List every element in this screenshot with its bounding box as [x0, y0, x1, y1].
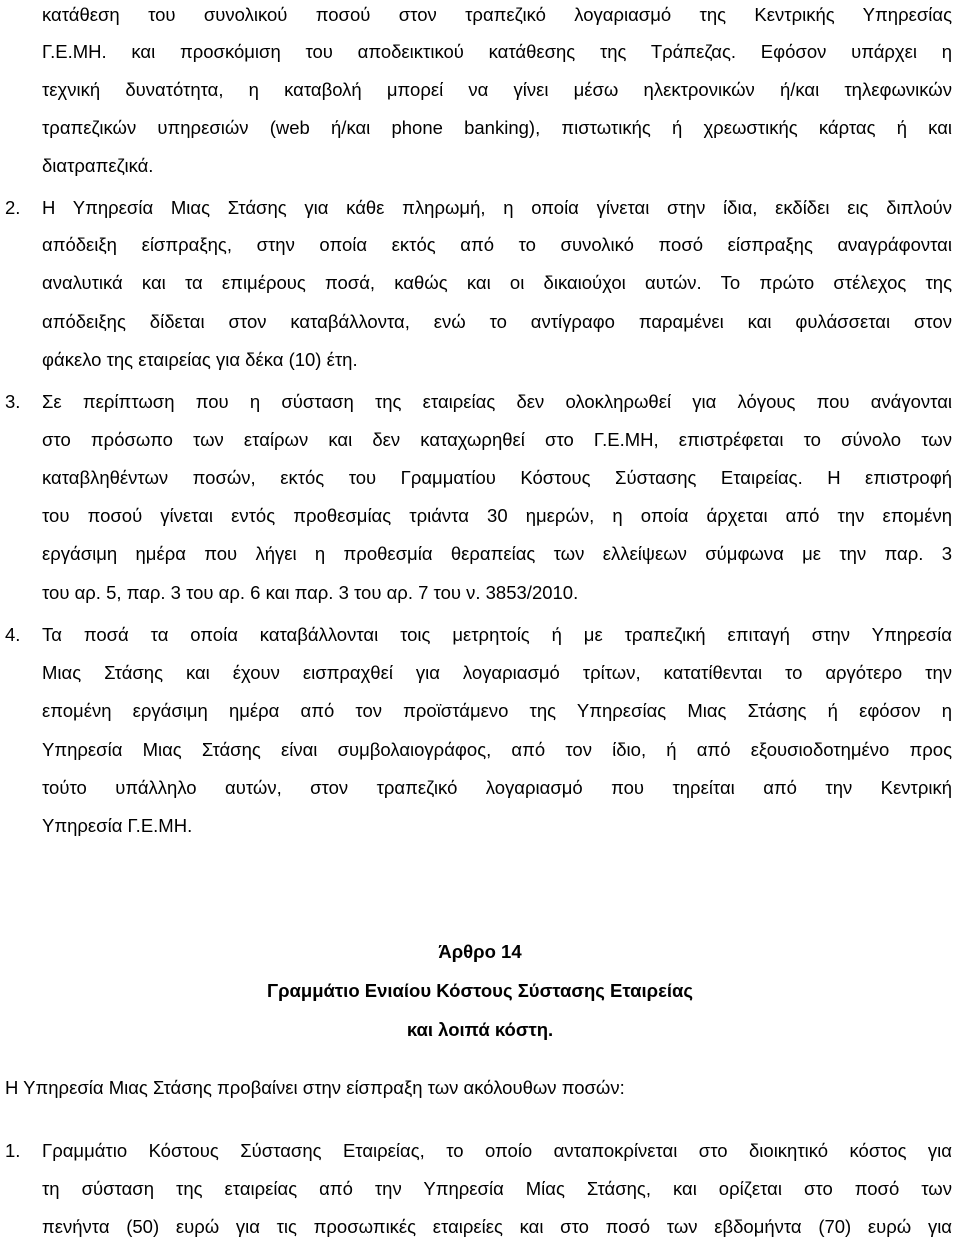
item-3-line-4: του ποσού γίνεται εντός προθεσμίας τριάντα 30 ημερών, η οποία άρχεται από την επομένη — [42, 505, 952, 526]
item-3-line-1: Σε περίπτωση που η σύσταση της εταιρείας δεν ολοκληρωθεί για λόγους που ανάγονται — [42, 391, 952, 412]
item-number-2: 2. — [5, 197, 21, 218]
article-item-1-line-1: Γραμμάτιο Κόστους Σύστασης Εταιρείας, το οποίο ανταποκρίνεται στο διοικητικό κόστος για — [42, 1140, 952, 1161]
item-4-line-3: επομένη εργάσιμη ημέρα από τον προϊστάμενο της Υπηρεσίας Μιας Στάσης ή εφόσον η — [42, 700, 952, 721]
intro-line-3: τεχνική δυνατότητα, η καταβολή μπορεί να γίνει μέσω ηλεκτρονικών ή/και τηλεφωνικών — [42, 79, 952, 100]
article-item-1-line-2: τη σύσταση της εταιρείας από την Υπηρεσία Μίας Στάσης, και ορίζεται στο ποσό των — [42, 1178, 952, 1199]
article-title-line-1: Γραμμάτιο Ενιαίου Κόστους Σύστασης Εταιρείας — [266, 980, 694, 1001]
intro-line-5: διατραπεζικά. — [42, 155, 154, 176]
item-number-4: 4. — [5, 624, 21, 645]
intro-line-1: κατάθεση του συνολικού ποσού στον τραπεζικό λογαριασμό της Κεντρικής Υπηρεσίας — [42, 4, 952, 25]
item-2-line-1: Η Υπηρεσία Μιας Στάσης για κάθε πληρωμή, η οποία γίνεται στην ίδια, εκδίδει εις διπλούν — [42, 197, 952, 218]
intro-line-2: Γ.Ε.ΜΗ. και προσκόμιση του αποδεικτικού κατάθεσης της Τράπεζας. Εφόσον υπάρχει η — [42, 41, 952, 62]
article-intro: Η Υπηρεσία Μιας Στάσης προβαίνει στην είσπραξη των ακόλουθων ποσών: — [5, 1077, 625, 1098]
item-3-line-6: του αρ. 5, παρ. 3 του αρ. 6 και παρ. 3 του αρ. 7 του ν. 3853/2010. — [42, 582, 579, 603]
item-2-line-4: απόδειξης δίδεται στον καταβάλλοντα, ενώ το αντίγραφο παραμένει και φυλάσσεται στον — [42, 311, 952, 332]
item-4-line-2: Μιας Στάσης και έχουν εισπραχθεί για λογαριασμό τρίτων, κατατίθενται το αργότερο την — [42, 662, 952, 683]
article-item-1-line-3: πενήντα (50) ευρώ για τις προσωπικές εταιρείες και στο ποσό των εβδομήντα (70) ευρώ για — [42, 1216, 952, 1237]
item-2-line-5: φάκελο της εταιρείας για δέκα (10) έτη. — [42, 349, 358, 370]
item-4-line-4: Υπηρεσία Μιας Στάσης είναι συμβολαιογράφος, από τον ίδιο, ή από εξουσιοδοτημένο προς — [42, 739, 952, 760]
item-4-line-1: Τα ποσά τα οποία καταβάλλονται τοις μετρητοίς ή με τραπεζική επιταγή στην Υπηρεσία — [42, 624, 952, 645]
item-2-line-2: απόδειξη είσπραξης, στην οποία εκτός από το συνολικό ποσό είσπραξης αναγράφονται — [42, 234, 952, 255]
intro-line-4: τραπεζικών υπηρεσιών (web ή/και phone banking), πιστωτικής ή χρεωστικής κάρτας ή και — [42, 117, 952, 138]
item-4-line-5: τούτο υπάλληλο αυτών, στον τραπεζικό λογαριασμό που τηρείται από την Κεντρική — [42, 777, 952, 798]
article-title-line-2: και λοιπά κόστη. — [406, 1019, 554, 1040]
item-3-line-5: εργάσιμη ημέρα που λήγει η προθεσμία θεραπείας των ελλείψεων σύμφωνα με την παρ. 3 — [42, 543, 952, 564]
item-3-line-2: στο πρόσωπο των εταίρων και δεν καταχωρηθεί στο Γ.Ε.ΜΗ, επιστρέφεται το σύνολο των — [42, 429, 952, 450]
item-3-line-3: καταβληθέντων ποσών, εκτός του Γραμματίου Κόστους Σύστασης Εταιρείας. Η επιστροφή — [42, 467, 952, 488]
article-number: Άρθρο 14 — [438, 941, 522, 962]
article-item-number-1: 1. — [5, 1140, 21, 1161]
item-4-line-6: Υπηρεσία Γ.Ε.ΜΗ. — [42, 815, 193, 836]
item-number-3: 3. — [5, 391, 21, 412]
item-2-line-3: αναλυτικά και τα επιμέρους ποσά, καθώς και οι δικαιούχοι αυτών. Το πρώτο στέλεχος της — [42, 272, 952, 293]
